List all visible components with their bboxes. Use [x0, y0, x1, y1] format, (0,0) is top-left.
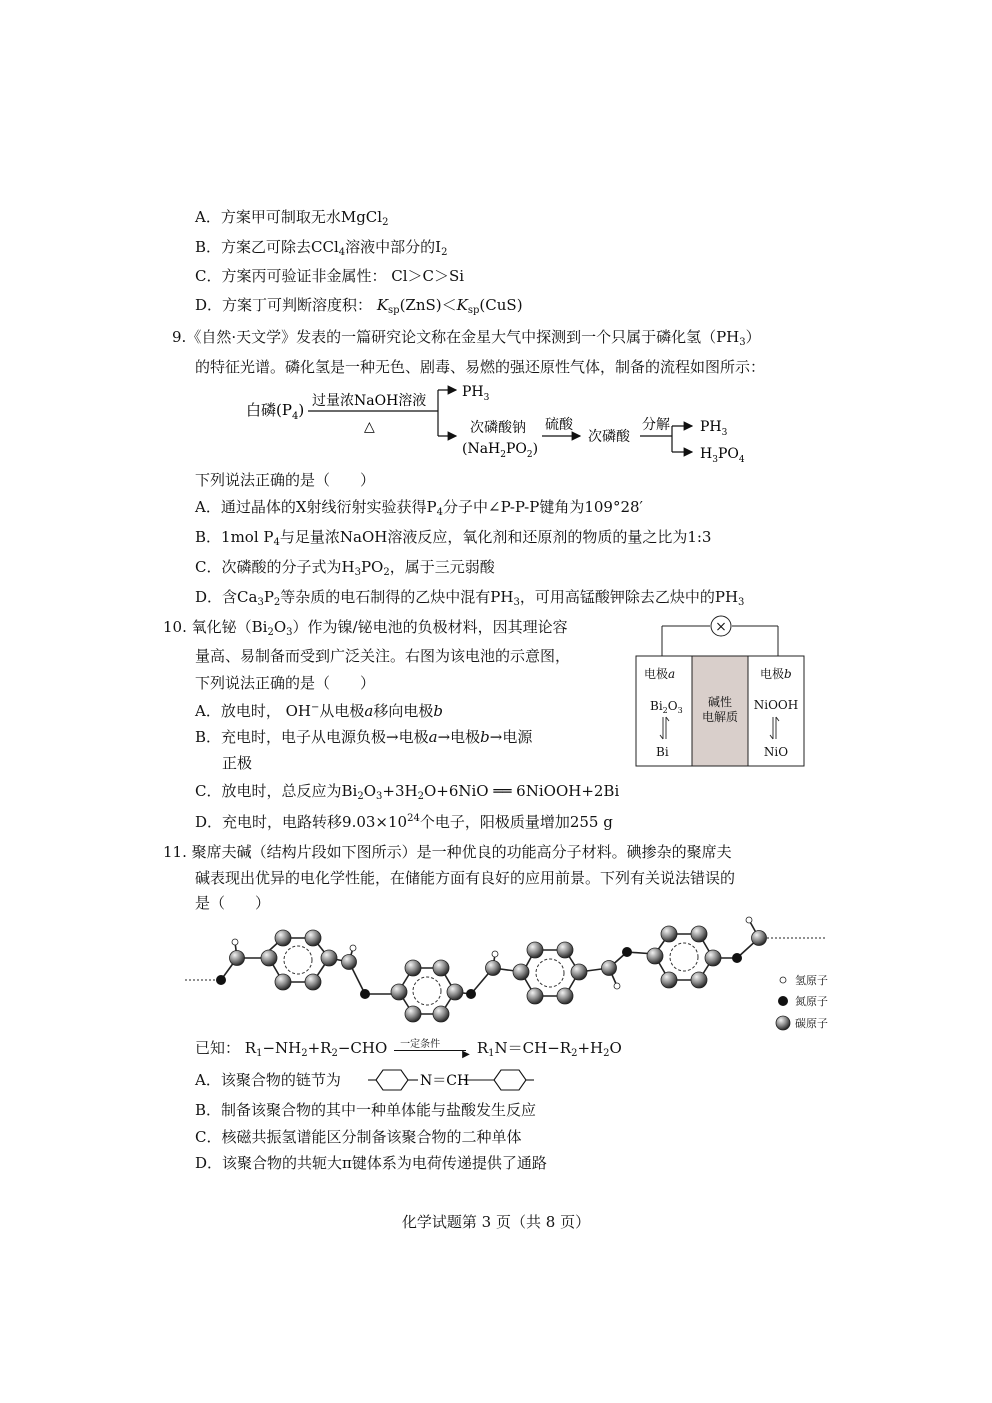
- q11-stem-line2: 碱表现出优异的电化学性能，在储能方面有良好的应用前景。下列有关说法错误的: [195, 869, 736, 887]
- repeat-unit-n-ch: N＝CH: [420, 1073, 470, 1089]
- q9-stem-line2: 的特征光谱。磷化氢是一种无色、剧毒、易燃的强还原性气体，制备的流程如图所示：: [195, 358, 766, 376]
- q10-option-d: D．充电时，电路转移$9.03\times 10^{24}$个电子，阳极质量增加255 g: [195, 813, 613, 831]
- flow-product-ph3: $PH_3$: [462, 384, 490, 403]
- repeat-unit-structure: [368, 1066, 538, 1094]
- q11-stem-line1: 11. 聚席夫碱（结构片段如下图所示）是一种优良的功能高分子材料。碘掺杂的聚席夫: [163, 843, 732, 861]
- legend-hydrogen-icon: [780, 977, 786, 983]
- polymer-structure: [185, 910, 845, 1035]
- electrode-b-label: 电极b: [760, 667, 792, 681]
- q11-option-d: D．该聚合物的共轭大π键体系为电荷传递提供了通路: [195, 1154, 547, 1172]
- legend-nitrogen-icon: [778, 996, 788, 1006]
- q10-option-a: A．放电时， OH−从电极a移向电极b: [195, 702, 443, 720]
- q8-option-b: B．方案乙可除去CCl$_4$溶液中部分的$I_2$: [195, 238, 448, 258]
- electrolyte-label-2: 电解质: [701, 710, 739, 724]
- q9-flowchart: [240, 378, 780, 468]
- q9-option-c: C．次磷酸的分子式为$H_3PO_2$，属于三元弱酸: [195, 558, 495, 578]
- electrode-b-top: NiOOH: [753, 698, 799, 712]
- q11-known-reaction: 已知： $R_1-NH_2+R_2-CHO$ 一定条件 ▶ $R_1N=CH-R_2+H_2O$: [195, 1039, 622, 1060]
- electrode-a-top: $Bi_2O_3$: [650, 699, 683, 715]
- q9-option-a: A．通过晶体的X射线衍射实验获得$P_4$分子中∠P-P-P键角为109°28′: [195, 498, 643, 518]
- flow-cond-top: 过量浓NaOH溶液: [312, 393, 427, 409]
- page-footer: 化学试题第 3 页（共 8 页）: [401, 1213, 591, 1231]
- flow-mid1-formula: $(NaH_2PO_2)$: [462, 441, 539, 460]
- q8-option-d: D．方案丁可判断溶度积： $K_{sp}(ZnS)<K_{sp}(CuS)$: [195, 296, 523, 316]
- reaction-arrow: 一定条件 ▶: [392, 1039, 472, 1059]
- legend-nitrogen: 氮原子: [795, 995, 828, 1008]
- flow-mid1: 次磷酸钠: [470, 420, 526, 436]
- carbon-atoms: [230, 926, 767, 1022]
- q11-option-a: A．该聚合物的链节为: [195, 1071, 341, 1089]
- q10-option-b-line2: 正极: [222, 754, 253, 772]
- meter-symbol: ×: [715, 619, 727, 635]
- electrode-a-bottom: Bi: [656, 745, 669, 759]
- q8-option-a: A．方案甲可制取无水MgCl$_2$: [195, 208, 389, 228]
- legend-carbon: 碳原子: [795, 1017, 828, 1030]
- legend-hydrogen: 氢原子: [795, 974, 828, 987]
- legend-carbon-icon: [776, 1016, 790, 1030]
- q10-option-b: B．充电时，电子从电源负极→电极a→电极b→电源: [195, 728, 533, 746]
- q9-option-d: D．含$Ca_3P_2$等杂质的电石制得的乙炔中混有$PH_3$，可用高锰酸钾除去乙炔中的$PH_3$: [195, 588, 745, 608]
- q10-stem-line2: 量高、易制备而受到广泛关注。右图为该电池的示意图，: [195, 647, 571, 665]
- battery-diagram: [630, 610, 810, 772]
- q11-option-b: B．制备该聚合物的其中一种单体能与盐酸发生反应: [195, 1101, 537, 1119]
- q10-stem-line1: 10. 氧化铋$(Bi_2O_3)$作为镍/铋电池的负极材料，因其理论容: [163, 618, 568, 638]
- flow-product-h3po4: $H_3PO_4$: [700, 446, 745, 465]
- q11-stem-line3: 是（ ）: [195, 894, 271, 912]
- q11-option-c: C．核磁共振氢谱能区分制备该聚合物的二种单体: [195, 1128, 522, 1146]
- q10-stem-line3: 下列说法正确的是（ ）: [195, 674, 376, 692]
- flow-step-decomp: 分解: [642, 417, 670, 433]
- q10-option-c: C．放电时，总反应为$Bi_2O_3+3H_2O+6NiO$ ══ 6NiOOH+2Bi: [195, 782, 620, 802]
- electrolyte-label-1: 碱性: [707, 695, 733, 709]
- q9-option-b: B．1mol $P_4$与足量浓NaOH溶液反应，氧化剂和还原剂的物质的量之比为1:3: [195, 528, 712, 548]
- q8-option-c: C．方案丙可验证非金属性： Cl＞C＞Si: [195, 267, 465, 285]
- flow-mid2: 次磷酸: [588, 429, 630, 445]
- flow-start: 白磷$(P_4)$: [246, 401, 305, 422]
- flow-step-acid: 硫酸: [545, 417, 573, 433]
- electrode-a-label: 电极a: [644, 667, 676, 681]
- q9-prompt: 下列说法正确的是（ ）: [195, 471, 376, 489]
- q9-stem-line1: 9.《自然·天文学》发表的一篇研究论文称在金星大气中探测到一个只属于磷化氢$(PH_3)$: [172, 328, 761, 348]
- flow-cond-bottom: △: [364, 419, 375, 435]
- electrode-b-bottom: NiO: [763, 745, 789, 759]
- flow-product-ph3-2: $PH_3$: [700, 419, 728, 438]
